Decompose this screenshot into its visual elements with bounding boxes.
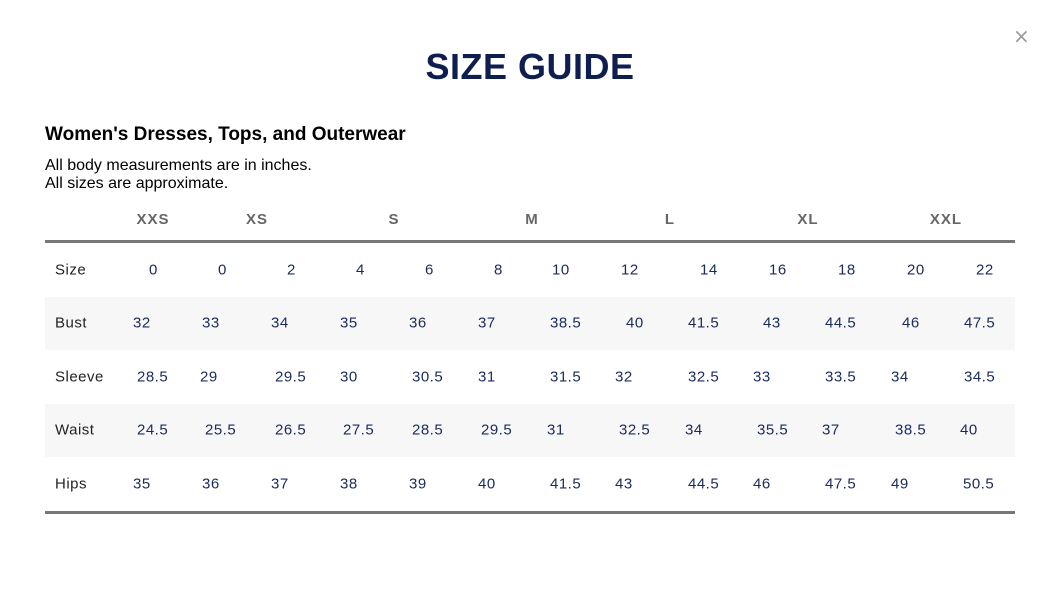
- table-cell: 33: [753, 368, 771, 386]
- table-cell: 44.5: [688, 475, 720, 493]
- table-cell: 33: [202, 314, 220, 332]
- table-cell: 47.5: [825, 475, 857, 493]
- table-cell: 38.5: [895, 421, 927, 439]
- row-label: Bust: [55, 314, 88, 332]
- table-cell: 46: [753, 475, 771, 493]
- table-cell: 39: [409, 475, 427, 493]
- row-label: Sleeve: [55, 368, 104, 386]
- size-label-s: S: [388, 211, 400, 228]
- table-cell: 12: [621, 261, 639, 279]
- size-table: [45, 240, 1015, 514]
- row-label: Size: [55, 261, 87, 279]
- size-label-l: L: [664, 211, 676, 228]
- size-labels-header: [45, 211, 1015, 231]
- table-cell: 29: [200, 368, 218, 386]
- table-cell: 47.5: [964, 314, 996, 332]
- table-cell: 32: [615, 368, 633, 386]
- table-cell: 34: [685, 421, 703, 439]
- table-cell: 27.5: [343, 421, 375, 439]
- table-cell: 44.5: [825, 314, 857, 332]
- table-cell: 41.5: [688, 314, 720, 332]
- table-cell: 36: [202, 475, 220, 493]
- table-cell: 34: [891, 368, 909, 386]
- table-cell: 43: [615, 475, 633, 493]
- table-cell: 50.5: [963, 475, 995, 493]
- table-cell: 20: [907, 261, 925, 279]
- table-cell: 30: [340, 368, 358, 386]
- table-cell: 16: [769, 261, 787, 279]
- table-cell: 8: [494, 261, 503, 279]
- table-cell: 35.5: [757, 421, 789, 439]
- table-cell: 30.5: [412, 368, 444, 386]
- table-cell: 40: [626, 314, 644, 332]
- page-title: SIZE GUIDE: [425, 46, 635, 87]
- table-cell: 35: [340, 314, 358, 332]
- table-cell: 18: [838, 261, 856, 279]
- table-row-size: [45, 243, 1015, 297]
- approximate-note: All sizes are approximate.: [45, 175, 229, 192]
- table-cell: 10: [552, 261, 570, 279]
- table-cell: 49: [891, 475, 909, 493]
- table-cell: 2: [287, 261, 296, 279]
- table-cell: 29.5: [275, 368, 307, 386]
- table-cell: 25.5: [205, 421, 237, 439]
- table-cell: 36: [409, 314, 427, 332]
- table-cell: 37: [478, 314, 496, 332]
- row-label: Waist: [55, 421, 95, 439]
- table-cell: 29.5: [481, 421, 513, 439]
- size-label-xs: XS: [245, 211, 269, 228]
- table-cell: 0: [218, 261, 227, 279]
- table-row-waist: [45, 404, 1015, 458]
- size-label-m: M: [525, 211, 539, 228]
- table-cell: 35: [133, 475, 151, 493]
- table-cell: 46: [902, 314, 920, 332]
- measurement-note: All body measurements are in inches.: [45, 157, 312, 174]
- table-cell: 0: [149, 261, 158, 279]
- table-cell: 31: [547, 421, 565, 439]
- table-cell: 28.5: [412, 421, 444, 439]
- section-title: Women's Dresses, Tops, and Outerwear: [45, 124, 406, 145]
- table-cell: 32: [133, 314, 151, 332]
- row-label: Hips: [55, 475, 88, 493]
- table-cell: 41.5: [550, 475, 582, 493]
- table-cell: 34.5: [964, 368, 996, 386]
- close-icon[interactable]: ×: [1013, 24, 1030, 48]
- table-cell: 31: [478, 368, 496, 386]
- table-cell: 24.5: [137, 421, 169, 439]
- table-row-sleeve: [45, 350, 1015, 404]
- table-cell: 37: [822, 421, 840, 439]
- size-label-xl: XL: [797, 211, 819, 228]
- table-cell: 32.5: [688, 368, 720, 386]
- table-cell: 31.5: [550, 368, 582, 386]
- size-label-xxl: XXL: [929, 211, 963, 228]
- table-cell: 33.5: [825, 368, 857, 386]
- table-cell: 6: [425, 261, 434, 279]
- table-cell: 28.5: [137, 368, 169, 386]
- table-cell: 37: [271, 475, 289, 493]
- table-cell: 34: [271, 314, 289, 332]
- table-cell: 43: [763, 314, 781, 332]
- table-row-bust: [45, 297, 1015, 351]
- table-cell: 14: [700, 261, 718, 279]
- table-cell: 32.5: [619, 421, 651, 439]
- table-cell: 40: [960, 421, 978, 439]
- table-cell: 38.5: [550, 314, 582, 332]
- size-label-xxs: XXS: [136, 211, 170, 228]
- table-cell: 40: [478, 475, 496, 493]
- table-cell: 38: [340, 475, 358, 493]
- table-cell: 4: [356, 261, 365, 279]
- table-row-hips: [45, 457, 1015, 511]
- table-cell: 22: [976, 261, 994, 279]
- table-cell: 26.5: [275, 421, 307, 439]
